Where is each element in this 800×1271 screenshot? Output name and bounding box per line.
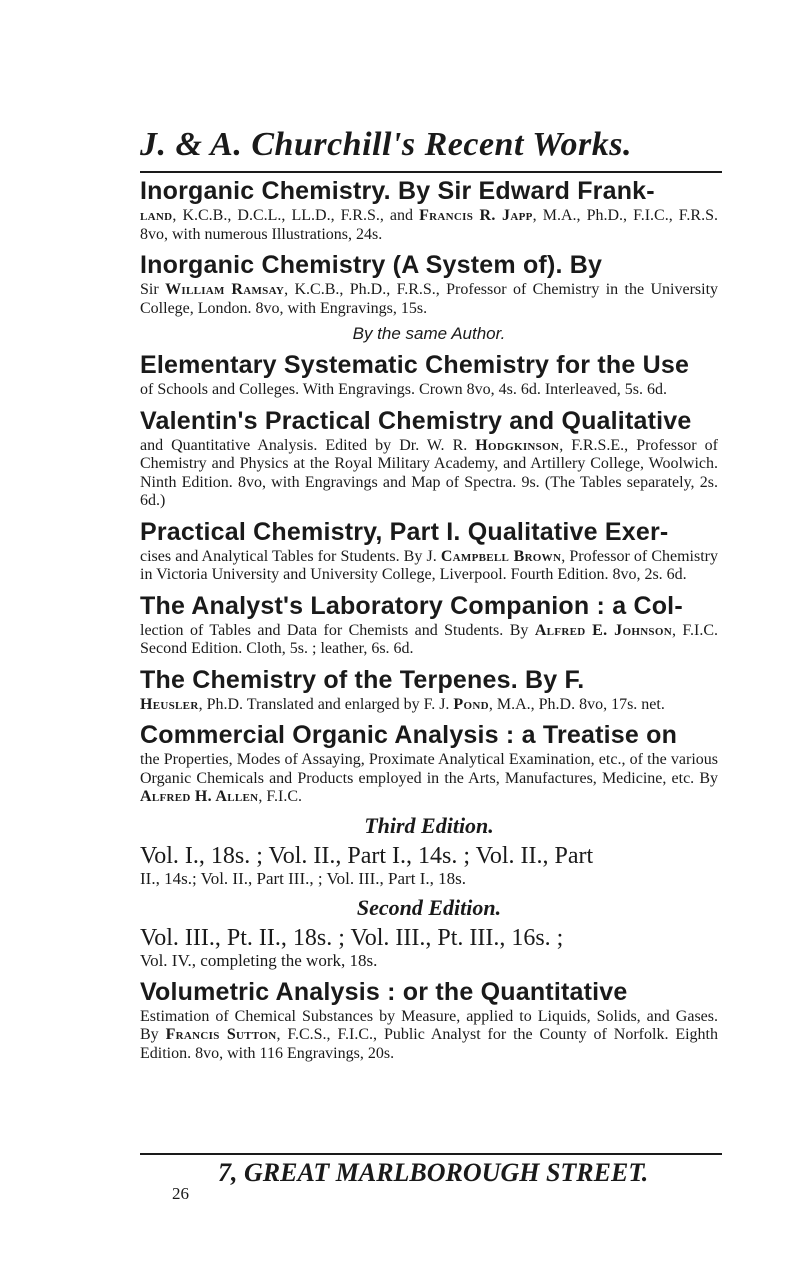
catalogue-entry <box>140 406 718 511</box>
entry-title: The Chemistry of the Terpenes. By F. <box>140 665 585 694</box>
volume-prices: Vol. I., 18s. ; Vol. II., Part I., 14s. ; Vol. II., Part <box>140 842 594 869</box>
header-rule <box>140 171 722 173</box>
entry-title: Practical Chemistry, Part I. Qualitative Exer- <box>140 517 669 546</box>
running-title: J. & A. Churchill's Recent Works. <box>140 126 632 163</box>
entry-description: land, K.C.B., D.C.L., LL.D., F.R.S., and Francis R. Japp, M.A., Ph.D., F.I.C., F.R.S. 8vo, with numerous Illustrations, 24s. <box>140 207 718 243</box>
catalogue-entry <box>140 350 718 400</box>
entry-description: of Schools and Colleges. With Engravings. Crown 8vo, 4s. 6d. Interleaved, 5s. 6d. <box>140 381 667 398</box>
entry-title: Commercial Organic Analysis : a Treatise on <box>140 721 678 749</box>
entry-title: Valentin's Practical Chemistry and Qualitative <box>140 406 692 435</box>
edition-heading: Third Edition. <box>364 812 494 838</box>
entry-description: Sir William Ramsay, K.C.B., Ph.D., F.R.S., Professor of Chemistry in the University College, London. 8vo, with Engravings, 15s. <box>140 281 719 317</box>
volume-prices: Vol. IV., completing the work, 18s. <box>140 950 378 970</box>
catalogue-entry <box>140 176 718 244</box>
entry-description: the Properties, Modes of Assaying, Proximate Analytical Examination, etc., of the various Organic Chemicals and Products employed in the Arts, Manufactures, Medicine, etc. By Alfred H. Allen, F.I.C. <box>140 751 718 805</box>
catalogue-entry <box>140 665 718 715</box>
entry-description: cises and Analytical Tables for Students. By J. Campbell Brown, Professor of Chemistry in Victoria University and University College, Liverpool. Fourth Edition. 8vo, 2s. 6d. <box>140 547 719 583</box>
volume-prices: Vol. III., Pt. II., 18s. ; Vol. III., Pt. III., 16s. ; <box>140 924 564 951</box>
entry-title: Elementary Systematic Chemistry for the Use <box>140 351 690 379</box>
volume-prices: II., 14s.; Vol. II., Part III., ; Vol. III., Part I., 18s. <box>140 868 466 888</box>
catalogue-entry <box>140 517 718 585</box>
entry-title: Inorganic Chemistry. By Sir Edward Frank- <box>140 177 655 205</box>
publisher-address: 7, GREAT MARLBOROUGH STREET. <box>218 1158 649 1187</box>
entry-description: and Quantitative Analysis. Edited by Dr. W. R. Hodgkinson, F.R.S.E., Professor of Chemistry and Physics at the Royal Military Academy, and Artillery College, Woolwich. Ninth Edition. 8vo, with Engravings and Map of Spectra. 9s. (The Tables separately, 2s. 6d.) <box>140 436 718 509</box>
entry-description: lection of Tables and Data for Chemists and Students. By Alfred E. Johnson, F.I.C. Second Edition. Cloth, 5s. ; leather, 6s. 6d. <box>140 621 718 657</box>
edition-heading: Second Edition. <box>356 894 502 920</box>
entry-description: Estimation of Chemical Substances by Measure, applied to Liquids, Solids, and Gases. By Francis Sutton, F.C.S., F.I.C., Public Analyst for the County of Norfolk. Eighth Edition. 8vo, with 116 Engravings, 20s. <box>140 1007 719 1062</box>
catalogue-entry <box>140 591 718 659</box>
catalogue-entry <box>140 720 718 971</box>
footer-rule <box>140 1153 722 1155</box>
catalogue-entry <box>140 977 718 1064</box>
entry-title: Volumetric Analysis : or the Quantitative <box>140 977 628 1006</box>
entry-title: The Analyst's Laboratory Companion : a Col- <box>140 591 683 620</box>
entry-description: Heusler, Ph.D. Translated and enlarged by F. J. Pond, M.A., Ph.D. 8vo, 17s. net. <box>140 695 665 713</box>
same-author-note: By the same Author. <box>352 324 506 343</box>
page-number: 26 <box>172 1184 189 1203</box>
catalogue-list <box>140 176 718 1069</box>
entry-title: Inorganic Chemistry (A System of). By <box>140 251 603 279</box>
catalogue-entry <box>140 250 718 344</box>
